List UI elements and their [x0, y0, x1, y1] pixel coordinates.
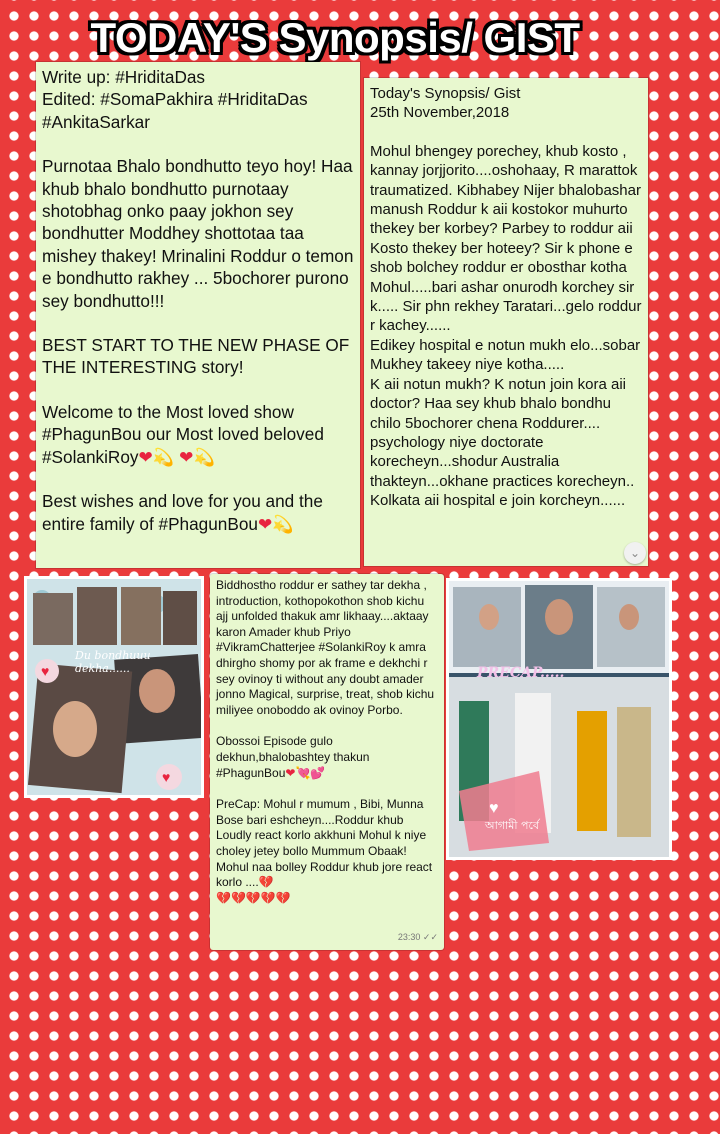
synopsis-line: Edikey hospital e notun mukh elo...sobar Mukhey takeey niye kotha..... [370, 336, 641, 374]
dizzy-icon: 💫 [272, 513, 294, 534]
message-bubble [210, 574, 444, 950]
message-timestamp: 23:30 ✓✓ [397, 932, 438, 943]
precap-text: PreCap: Mohul r mumum , Bibi, Munna Bose bari eshcheyn....Roddur khub Loudly react korlo akkhuni Mohul k niye choley jetey bollo Mummum Obaak! Mohul naa bolley Roddur khub jore react korlo .... [216, 797, 433, 890]
intro-paragraph: Purnotaa Bhalo bondhutto teyo hoy! Haa khub bhalo bondhutto purnotaay shotobhag onko paay jokhon sey bondhutter Moddhey shottotaa taa mishey thakey! Mrinalini Roddur o temon e bondhutto rakhey ... 5bochorer purono sey bondhutto!!! [42, 156, 354, 311]
synopsis-heading: Today's Synopsis/ Gist [370, 85, 521, 102]
synopsis-date: 25th November,2018 [370, 104, 510, 122]
synopsis-header [370, 84, 642, 123]
svg-text:♥: ♥ [162, 769, 171, 785]
broken-hearts-icon: 💔💔💔💔💔 [216, 890, 291, 905]
precap-badge: আগামী পর্বে [485, 819, 539, 832]
credits [42, 66, 354, 133]
collage-illustration [27, 579, 201, 795]
synopsis-panel [364, 78, 648, 566]
synopsis-line: K aii notun mukh? K notun join kora aii doctor? Haa sey khub bhalo bondhu chilo 5bochorer chena Roddurer.... psychology niye doctorate korecheyn...shodur Australia thakteyn...okhane practices korecheyn.. Kolkata aii hospital e join korcheyn...... [370, 375, 635, 510]
message-paragraph: Biddhostho roddur er sathey tar dekha , introduction, kothopokothon shob kichu ajj unfolded thakuk amr likhaay....aktaay karon Amader khub Priyo #VikramChatterjee #SolankiRoy k amra dhirgho shomy por ak frame e dekhchi r sey ovinoy ti without any doubt amader jonno Magical, surprise, treat, shob kichu miliyee onoboddo ak ovinoy Porbo. [216, 578, 435, 717]
credit-line: #AnkitaSarkar [42, 111, 150, 132]
photo-collage-right [446, 578, 672, 860]
heart-icon: ❤ [138, 446, 153, 467]
credit-line: Edited: #SomaPakhira #HriditaDas [42, 89, 308, 110]
page-title: TODAY'S Synopsis/ GIST [90, 14, 580, 61]
broken-heart-icon: 💔 [258, 875, 274, 890]
intro-panel [36, 62, 360, 568]
collage-caption: Du bondhuuu dekha...... [75, 649, 151, 675]
credit-line: Write up: #HriditaDas [42, 67, 206, 87]
hearts-icon: ❤💘💕 [285, 765, 326, 780]
dizzy-icon: 💫 [193, 446, 215, 467]
synopsis-line: Mohul bhengey porechey, khub kosto , kannay jorjjorito....oshohaay, R marattok traumatized. Kibhabey Nijer bhalobashar manush Roddur k aii kostokor muhurto thekey ber korbey? Parbey to roddur aii Kosto thekey ber hoteey? Sir k phone e shob bolchey roddur er obosthar kotha [370, 142, 641, 277]
synopsis-line: Mohul.....bari ashar onurodh korchey sir k..... Sir phn rekhey Taratari...gelo roddur r kachey...... [370, 278, 642, 335]
tagline: BEST START TO THE NEW PHASE OF THE INTERESTING story! [42, 335, 350, 378]
heart-icon: ❤ [257, 513, 273, 534]
message-text: Obossoi Episode gulo dekhun,bhalobashtey thakun #PhagunBou [216, 734, 370, 780]
heart-icon: ❤ [179, 446, 194, 467]
svg-text:♥: ♥ [41, 663, 50, 679]
welcome-paragraph [42, 401, 354, 468]
scroll-down-icon[interactable]: ⌄ [624, 542, 646, 564]
precap-illustration [449, 581, 669, 857]
precap-caption: PRECAP..... [477, 665, 565, 681]
wishes-paragraph [42, 490, 354, 535]
message-paragraph [216, 734, 438, 781]
dizzy-icon: 💫 [152, 446, 175, 467]
precap-paragraph [216, 797, 438, 906]
wishes-text: Best wishes and love for you and the entire family of #PhagunBou [42, 491, 323, 534]
welcome-text: Welcome to the Most loved show #PhagunBou our Most loved beloved #SolankiRoy [42, 401, 324, 467]
photo-collage-left [24, 576, 204, 798]
svg-text:♥: ♥ [489, 800, 499, 817]
